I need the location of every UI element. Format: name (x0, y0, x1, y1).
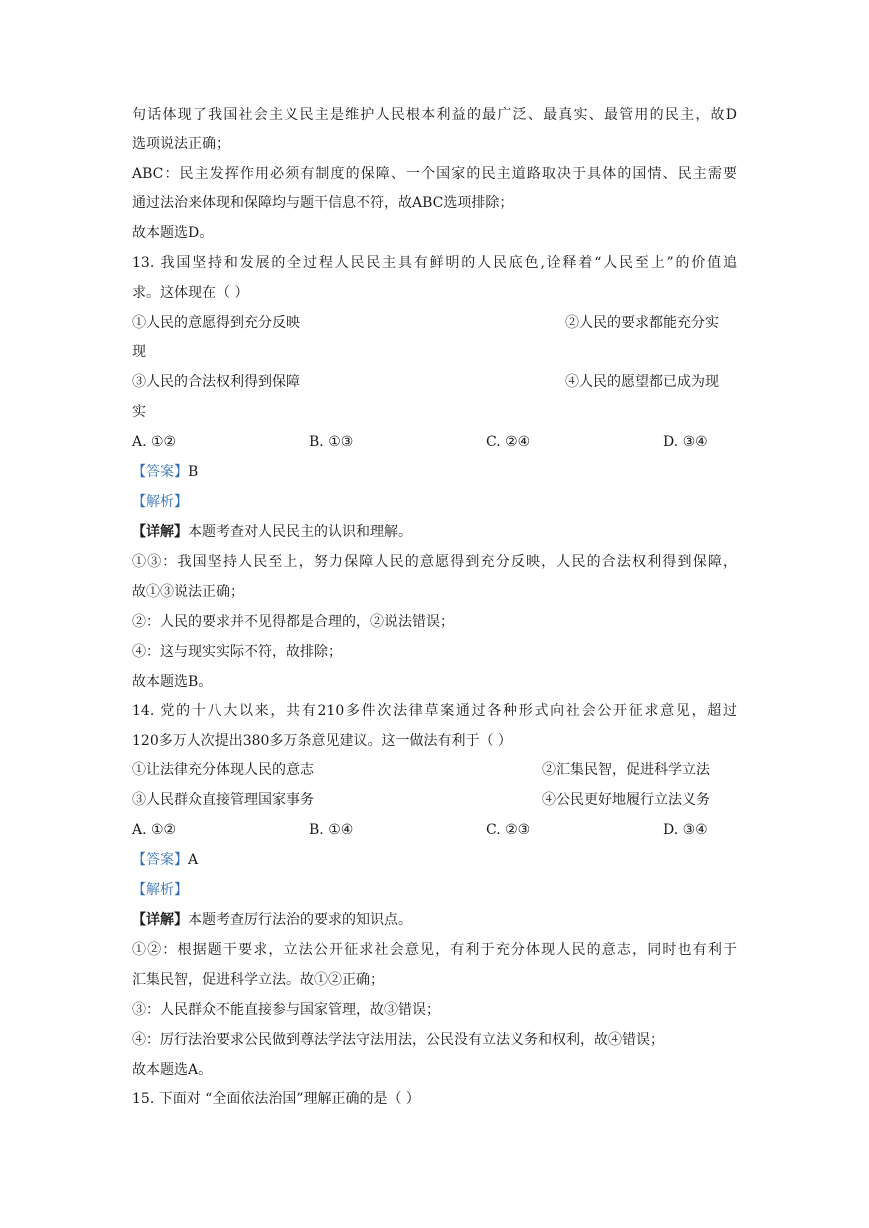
q14-detail-text: 本题考查厉行法治的要求的知识点。 (188, 912, 412, 928)
q13-option-row-1 (132, 313, 737, 333)
q14-answer-tag: 【答案】 (132, 852, 188, 868)
q14-detail-line-5: ④：厉行法治要求公民做到尊法学法守法用法，公民没有立法义务和权利，故④错误； (132, 1032, 664, 1048)
q14-detail-line-3: 汇集民智，促进科学立法。故①②正确； (132, 972, 384, 988)
q13-option-2-wrap: 现 (132, 344, 146, 360)
q13-detail-line-2: ①③：我国坚持人民至上，努力保障人民的意愿得到充分反映，人民的合法权利得到保障， (132, 554, 737, 570)
q13-conclusion: 故本题选B。 (132, 674, 213, 690)
q14-detail-line-2: ①②：根据题干要求，立法公开征求社会意见，有利于充分体现人民的意志，同时也有利于 (132, 942, 737, 958)
q13-detail-line-1 (132, 522, 737, 542)
q13-choice-a: A. ①② (132, 434, 177, 450)
q13-choices (132, 432, 737, 452)
q13-detail-tag: 【详解】 (132, 524, 188, 540)
q12-conclusion: 故本题选D。 (132, 225, 214, 241)
q12-analysis-line-2: 选项说法正确； (132, 136, 230, 152)
q13-detail-line-3: 故①③说法正确； (132, 584, 244, 600)
q13-answer-tag: 【答案】 (132, 464, 188, 480)
q13-detail-line-4: ②：人民的要求并不见得都是合理的，②说法错误； (132, 614, 454, 630)
q13-choice-d: D. ③④ (663, 434, 708, 450)
q13-answer (132, 462, 737, 482)
q12-analysis-line-4: 通过法治来体现和保障均与题干信息不符，故ABC选项排除； (132, 195, 514, 211)
q13-option-4: ④人民的愿望都已成为现 (565, 374, 719, 390)
q14-option-row-2 (132, 790, 737, 810)
q12-analysis-line-3: ABC：民主发挥作用必须有制度的保障、一个国家的民主道路取决于具体的国情、民主需要 (132, 166, 737, 182)
q14-detail-tag: 【详解】 (132, 912, 188, 928)
q13-detail-text: 本题考查对人民民主的认识和理解。 (188, 524, 412, 540)
q13-choice-b: B. ①③ (309, 434, 354, 450)
q14-option-1: ①让法律充分体现人民的意志 (132, 762, 314, 778)
q13-option-1: ①人民的意愿得到充分反映 (132, 315, 300, 331)
q13-option-row-2 (132, 372, 737, 392)
q13-option-2: ②人民的要求都能充分实 (565, 315, 719, 331)
q14-choice-b: B. ①④ (309, 822, 354, 838)
q14-choices (132, 820, 737, 840)
q14-stem-line-1: 14. 党的十八大以来，共有210多件次法律草案通过各种形式向社会公开征求意见，超过 (132, 703, 737, 719)
q13-option-3: ③人民的合法权利得到保障 (132, 374, 300, 390)
q14-option-2: ②汇集民智，促进科学立法 (542, 762, 710, 778)
q13-stem-line-1: 13. 我国坚持和发展的全过程人民民主具有鲜明的人民底色,诠释着“人民至上”的价值追 (132, 255, 737, 271)
q13-detail-line-5: ④：这与现实实际不符，故排除； (132, 644, 342, 660)
q14-option-row-1 (132, 760, 737, 780)
q14-answer (132, 850, 737, 870)
q14-option-4: ④公民更好地履行立法义务 (542, 792, 710, 808)
q14-analysis-tag: 【解析】 (132, 882, 188, 898)
q13-option-4-wrap: 实 (132, 404, 146, 420)
q12-analysis-line-1: 句话体现了我国社会主义民主是维护人民根本利益的最广泛、最真实、最管用的民主，故D (132, 107, 737, 123)
q13-analysis-tag: 【解析】 (132, 494, 188, 510)
q14-choice-c: C. ②③ (486, 822, 531, 838)
q14-detail-line-1 (132, 910, 737, 930)
q13-answer-value: B (188, 464, 199, 480)
q14-option-3: ③人民群众直接管理国家事务 (132, 792, 314, 808)
q14-detail-line-4: ③：人民群众不能直接参与国家管理，故③错误； (132, 1002, 440, 1018)
q13-stem-line-2: 求。这体现在（ ） (132, 285, 249, 301)
q14-choice-a: A. ①② (132, 822, 177, 838)
q15-stem-line-1: 15. 下面对 “全面依法治国”理解正确的是（ ） (132, 1091, 420, 1107)
q14-answer-value: A (188, 852, 199, 868)
q14-choice-d: D. ③④ (663, 822, 708, 838)
q13-choice-c: C. ②④ (486, 434, 531, 450)
q14-conclusion: 故本题选A。 (132, 1062, 213, 1078)
q14-stem-line-2: 120多万人次提出380多万条意见建议。这一做法有利于（ ） (132, 733, 512, 749)
